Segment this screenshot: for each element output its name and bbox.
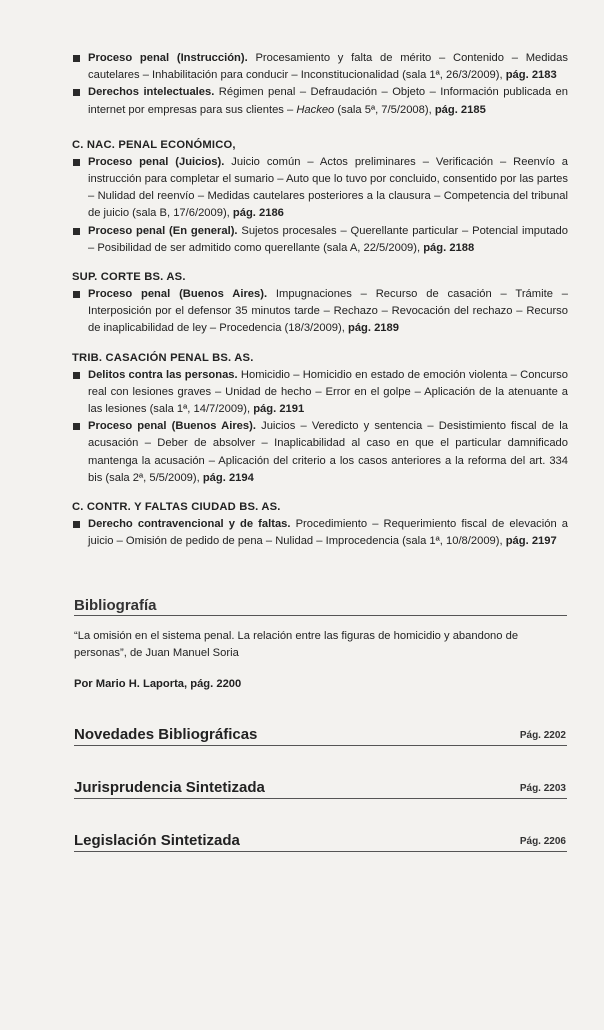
square-bullet-icon bbox=[73, 228, 80, 235]
entry-body: Impugnaciones – Recurso de casación – Trámite – Interposición por el defensor 35 minutos tarde – Rechazo – Revocación del rechazo – Recurso de inaplicabilidad de ley – Procedencia (18/3/2009), bbox=[88, 288, 568, 335]
entries-column bbox=[72, 50, 568, 550]
court-heading: SUP. CORTE BS. AS. bbox=[72, 271, 186, 284]
entry-keyword: Derechos intelectuales. bbox=[88, 86, 215, 99]
entry-page: pág. 2197 bbox=[505, 535, 557, 548]
section-divider bbox=[74, 745, 567, 746]
entry-body: Procesamiento y falta de mérito – Contenido – Medidas cautelares – Inhabilitación para conducir – Inconstitucionalidad (sala 1ª, 26/3/2009), bbox=[88, 52, 568, 82]
entry-body: Procedimiento – Requerimiento fiscal de elevación a juicio – Omisión de pedido de pena – Nulidad – Improcedencia (sala 1ª, 10/8/2009), bbox=[88, 518, 569, 548]
square-bullet-icon bbox=[73, 423, 80, 430]
entry-body: Juicio común – Actos preliminares – Verificación – Reenvío a instrucción para completar el sumario – Auto que lo tuvo por concluido, consentido por las partes – Nulidad del reenvío – Medidas cautelares posteriores a la clausura – Competencia del tribunal de juicio (sala B, 17/6/2009), bbox=[88, 155, 568, 220]
entry-page: pág. 2185 bbox=[434, 103, 486, 116]
index-entry bbox=[72, 223, 568, 257]
entry-keyword: Delitos contra las personas. bbox=[88, 368, 238, 381]
toc-page-jurisprudencia: Pág. 2203 bbox=[519, 783, 566, 794]
square-bullet-icon bbox=[73, 89, 80, 96]
entry-body-cont: (sala 5ª, 7/5/2008), bbox=[334, 103, 435, 116]
bibliography-text: “La omisión en el sistema penal. La relación entre las figuras de homicidio y abandono de personas”, de Juan Manuel Soria bbox=[74, 630, 519, 659]
bibliography-title: Bibliografía bbox=[74, 597, 157, 614]
toc-page-legislacion: Pág. 2206 bbox=[519, 836, 566, 847]
entry-page: pág. 2186 bbox=[232, 207, 284, 220]
square-bullet-icon bbox=[73, 372, 80, 379]
entry-body: Sujetos procesales – Querellante particular – Potencial imputado – Posibilidad de ser admitido como querellante (sala A, 22/5/2009), bbox=[88, 224, 568, 254]
section-divider bbox=[74, 615, 567, 616]
court-heading: C. NAC. PENAL ECONÓMICO, bbox=[72, 138, 236, 151]
entry-page: pág. 2194 bbox=[202, 471, 254, 484]
entry-body: Régimen penal – Defraudación – Objeto – Información publicada en internet por empresas para sus clientes – bbox=[88, 86, 568, 116]
index-entry bbox=[72, 516, 568, 550]
entry-keyword: Proceso penal (Instrucción). bbox=[88, 52, 248, 64]
entry-keyword: Proceso penal (En general). bbox=[88, 224, 238, 237]
entry-keyword: Proceso penal (Buenos Aires). bbox=[88, 420, 256, 433]
section-divider bbox=[74, 851, 567, 852]
court-heading: C. CONTR. Y FALTAS CIUDAD BS. AS. bbox=[72, 501, 281, 514]
index-entry bbox=[72, 286, 568, 338]
toc-title-legislacion: Legislación Sintetizada bbox=[74, 832, 240, 849]
entry-page: pág. 2188 bbox=[423, 241, 475, 254]
index-entry bbox=[72, 84, 568, 118]
entry-page: pág. 2191 bbox=[253, 403, 305, 416]
bibliography-author: Por Mario H. Laporta, pág. 2200 bbox=[74, 678, 242, 690]
entry-body: Juicios – Veredicto y sentencia – Desistimiento fiscal de la acusación – Deber de absolver – Inaplicabilidad al caso en que el particular damnificado mantenga la acusación – Aplicación del criterio a los casos anteriores a la reforma del art. 334 bis (sala 2ª, 5/5/2009), bbox=[88, 420, 568, 484]
square-bullet-icon bbox=[73, 55, 80, 62]
index-entry bbox=[72, 367, 568, 419]
square-bullet-icon bbox=[73, 159, 80, 166]
square-bullet-icon bbox=[73, 291, 80, 298]
entry-body: Homicidio – Homicidio en estado de emoción violenta – Concurso real con lesiones graves – Unidad de hecho – Error en el golpe – Aplicación de la atenuante a las lesiones (sala 1ª, 14/7/2009), bbox=[88, 368, 568, 416]
square-bullet-icon bbox=[73, 521, 80, 528]
index-entry bbox=[72, 154, 568, 223]
toc-page-novedades: Pág. 2202 bbox=[519, 730, 566, 741]
entry-page: pág. 2189 bbox=[347, 322, 399, 335]
entry-italic-term: Hackeo bbox=[296, 103, 335, 116]
toc-title-jurisprudencia: Jurisprudencia Sintetizada bbox=[74, 779, 265, 796]
entry-page: pág. 2183 bbox=[505, 69, 557, 82]
entry-keyword: Proceso penal (Buenos Aires). bbox=[88, 288, 268, 301]
entry-keyword: Proceso penal (Juicios). bbox=[88, 155, 225, 168]
section-divider bbox=[74, 798, 567, 799]
index-entry bbox=[72, 50, 568, 84]
entry-keyword: Derecho contravencional y de faltas. bbox=[88, 518, 291, 531]
court-heading: TRIB. CASACIÓN PENAL BS. AS. bbox=[72, 351, 254, 364]
index-entry bbox=[72, 418, 568, 487]
toc-title-novedades: Novedades Bibliográficas bbox=[74, 726, 258, 743]
